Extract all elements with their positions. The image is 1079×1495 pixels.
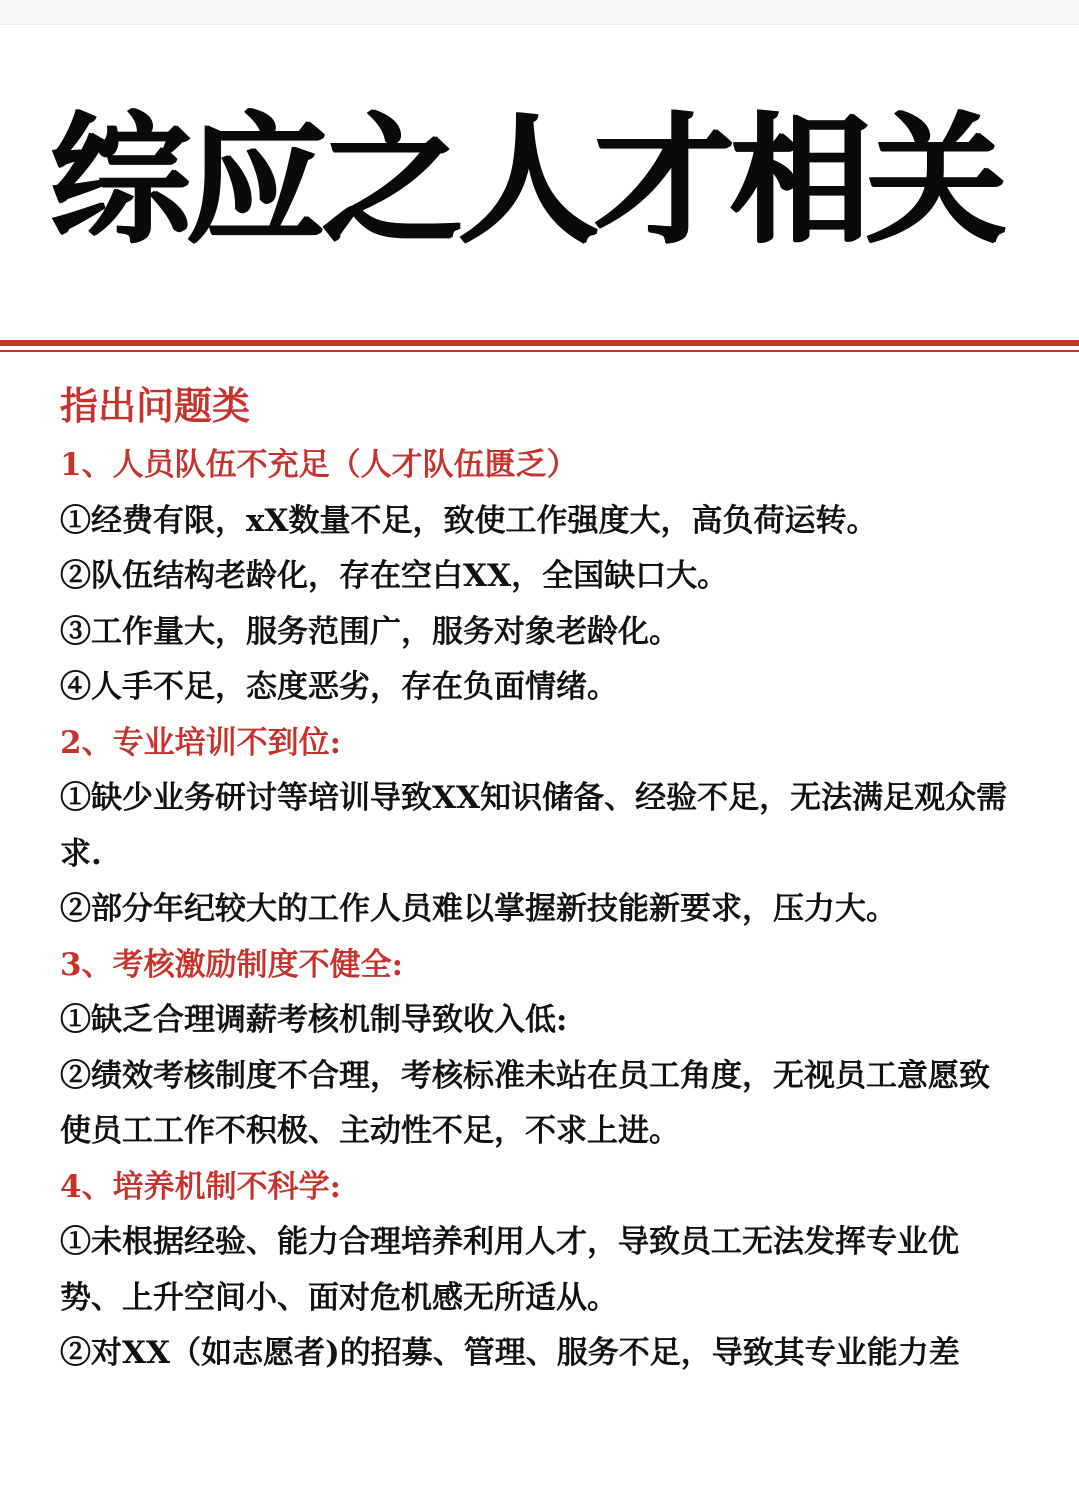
list-item: ③工作量大，服务范围广，服务对象老龄化。 <box>60 613 680 650</box>
list-item: ①未根据经验、能力合理培养利用人才，导致员工无法发挥专业优势、上升空间小、面对危机感无所适从。 <box>60 1224 959 1316</box>
list-item: ④人手不足，态度恶劣，存在负面情绪。 <box>60 669 618 705</box>
group-4 <box>60 1160 1020 1382</box>
list-item: ①经费有限，xX数量不足，致使工作强度大，高负荷运转。 <box>60 502 878 539</box>
section-heading: 指出问题类 <box>60 383 251 428</box>
group-1 <box>60 438 1020 716</box>
list-item: ②绩效考核制度不合理，考核标准未站在员工角度，无视员工意愿致使员工工作不积极、主动性不足，不求上进。 <box>60 1057 990 1149</box>
group-3 <box>60 938 1020 1160</box>
list-item: ②对XX（如志愿者)的招募、管理、服务不足，导致其专业能力差 <box>60 1335 960 1371</box>
list-item: ①缺少业务研讨等培训导致XX知识储备、经验不足，无法满足观众需求. <box>60 780 1008 872</box>
group-heading: 4、培养机制不科学: <box>60 1168 342 1205</box>
group-heading: 1、人员队伍不充足（人才队伍匮乏） <box>60 447 578 483</box>
list-item: ②部分年纪较大的工作人员难以掌握新技能新要求，压力大。 <box>60 891 897 927</box>
group-2 <box>60 716 1020 938</box>
page-title: 综应之人才相关 <box>50 99 1003 263</box>
list-item: ①缺乏合理调薪考核机制导致收入低: <box>60 1002 568 1038</box>
group-heading: 2、专业培训不到位: <box>60 724 342 761</box>
top-edge <box>0 0 1079 25</box>
group-heading: 3、考核激励制度不健全: <box>60 946 404 983</box>
content <box>60 378 1020 1382</box>
divider-thick <box>0 340 1079 346</box>
list-item: ②队伍结构老龄化，存在空白XX，全国缺口大。 <box>60 558 729 594</box>
divider-thin <box>0 350 1079 352</box>
